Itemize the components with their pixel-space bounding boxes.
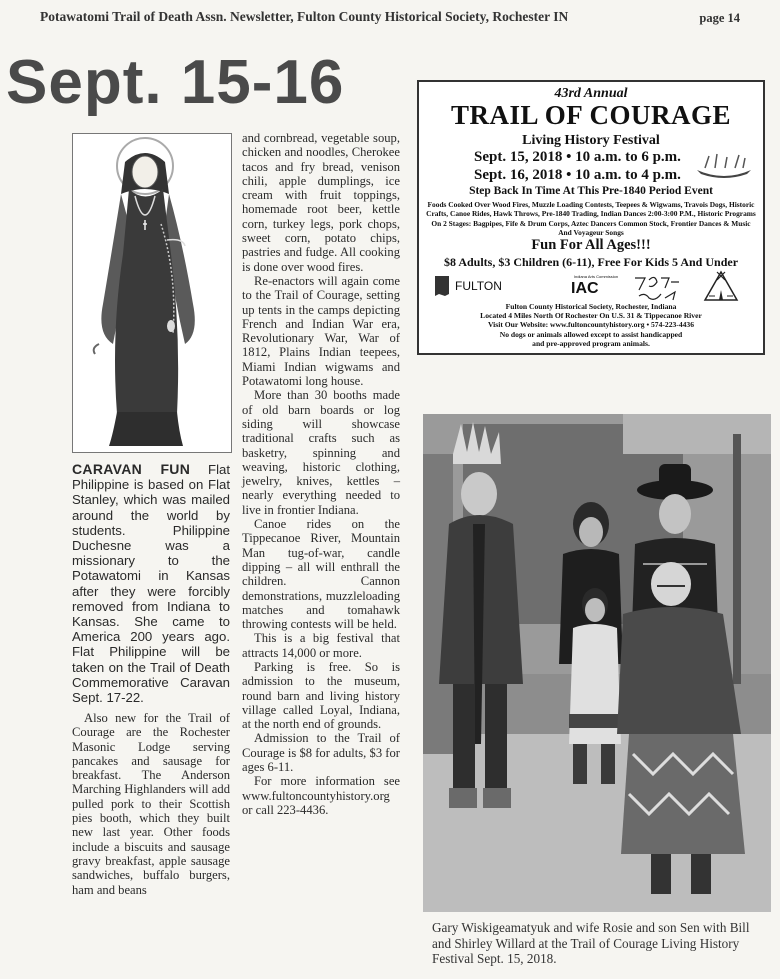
article-paragraph: Parking is free. So is admission to the museum, round barn and living history village called Loyal, Indiana, at the north end of grounds. xyxy=(242,659,400,732)
fulton-logo-text: FULTON xyxy=(455,279,502,293)
publication-title: Potawatomi Trail of Death Assn. Newsletter, Fulton County Historical Society, Rochester IN xyxy=(40,9,569,24)
ad-footer xyxy=(419,302,763,348)
ad-footer-line: Located 4 Miles North Of Rochester On U.S. 31 & Tippecanoe River xyxy=(480,311,702,321)
iac-logo-sub: Indiana Arts Commission xyxy=(573,274,619,279)
canoe-icon xyxy=(695,152,753,182)
teepee-icon xyxy=(701,270,741,302)
ad-annual: 43rd Annual xyxy=(554,86,628,101)
article-paragraph: Canoe rides on the Tippecanoe River, Mountain Man tug-of-war, candle dipping – all will enthrall the children. Cannon demonstrations, muzzleloading matches and tomahawk throwing contests will be held. xyxy=(242,517,400,632)
article-paragraph: More than 30 booths made of old barn boards or log siding will showcase traditional crafts such as basketry, spinning and weaving, historic clothing, jewelry, knives, kettles – nearly everything needed to live in frontier Indiana. xyxy=(242,388,400,517)
article-paragraph: Re-enactors will again come to the Trail of Courage, setting up tents in the camps depicting French and Indian War era, Revolutionary War, War of 1812, Plains Indian teepees, Miami Indian wigwams and Potawatomi long house. xyxy=(242,273,400,389)
iac-logo xyxy=(569,274,623,298)
caravan-fun-caption xyxy=(72,462,230,705)
ad-subtitle: Living History Festival xyxy=(522,133,660,148)
article-paragraph: This is a big festival that attracts 14,000 or more. xyxy=(242,631,400,660)
trail-of-courage-ad xyxy=(417,80,765,355)
headline: Sept. 15-16 xyxy=(6,48,345,117)
ad-footer-line: Visit Our Website: www.fultoncountyhistory.org • 574-223-4436 xyxy=(487,320,695,330)
ad-title: TRAIL OF COURAGE xyxy=(450,100,732,130)
article-paragraph: and cornbread, vegetable soup, chicken and noodles, Cherokee tacos and fry bread, venison chili, apple dumplings, ice cream with fruit toppings, homemade root beer, kettle corn, turkey legs, pork chops, sweet corn, potato chips, pastries and fudge. All cooking is done over wood fires. xyxy=(242,131,400,274)
fulton-logo xyxy=(431,274,501,298)
nun-figure-drawing xyxy=(73,134,231,452)
ad-fun: Fun For All Ages!!! xyxy=(531,237,651,253)
article-paragraph: Also new for the Trail of Courage are the Rochester Masonic Lodge serving pancakes and sausage for breakfast. The Anderson Marching Highlanders will add pulled pork to their Scottish pies booth, which they built new last year. Other foods include a biscuits and sausage gravy breakfast, apple sausage sandwiches, buffalo burgers, ham and beans xyxy=(72,711,230,897)
article-column-2 xyxy=(242,131,400,817)
ad-activities: Foods Cooked Over Wood Fires, Muzzle Loading Contests, Teepees & Wigwams, Travois Dogs, Historic Crafts, Canoe Rides, Hawk Throws, Pre-1840 Trading, Indian Dances 2:00-3:00 P.M., Historic Programs On 2 Stages: Bagpipes, Fife & Drum Corps, Aztec Dancers Common Stock, Frontier Dances & Music And Voyageur Songs xyxy=(426,200,756,237)
article-column-1 xyxy=(72,711,230,897)
iac-logo-text: IAC xyxy=(571,280,599,297)
flat-philippine-illustration xyxy=(72,133,232,453)
ad-footer-line: Fulton County Historical Society, Rochester, Indiana xyxy=(505,302,677,311)
ad-step-back: Step Back In Time At This Pre-1840 Period Event xyxy=(469,185,713,197)
ad-date-1: Sept. 15, 2018 • 10 a.m. to 6 p.m. xyxy=(474,149,681,165)
ad-footer-line: No dogs or animals allowed except to assist handicapped xyxy=(499,329,683,339)
photo-caption: Gary Wiskigeamatyuk and wife Rosie and son Sen with Bill and Shirley Willard at the Trail of Courage Living History Festival Sept. 15, 2018. xyxy=(432,920,750,966)
signature-logo xyxy=(631,272,689,302)
caravan-text: Flat Philippine is based on Flat Stanley, which was mailed around the world by students. Philippine Duchesne was a missionary to the Potawatomi in Kansas after they were forcibly removed from Indiana to Kansas. She came to America 200 years ago. Flat Philippine will be taken on the Trail of Death Commemorative Caravan Sept. 17-22. xyxy=(72,462,230,706)
page-number: page 14 xyxy=(699,11,740,25)
ad-date-2: Sept. 16, 2018 • 10 a.m. to 4 p.m. xyxy=(474,167,681,183)
group-photo-drawing xyxy=(423,414,771,912)
ad-prices: $8 Adults, $3 Children (6-11), Free For Kids 5 And Under xyxy=(443,255,739,269)
indiana-map-icon xyxy=(431,274,453,298)
caravan-kicker: CARAVAN FUN xyxy=(72,461,191,477)
article-paragraph: For more information see www.fultoncountyhistory.org or call 223-4436. xyxy=(242,774,400,817)
article-paragraph: Admission to the Trail of Courage is $8 for adults, $3 for ages 6-11. xyxy=(242,731,400,775)
festival-photo xyxy=(423,414,771,912)
page-header xyxy=(40,6,740,28)
ad-footer-line: and pre-approved program animals. xyxy=(532,338,650,348)
